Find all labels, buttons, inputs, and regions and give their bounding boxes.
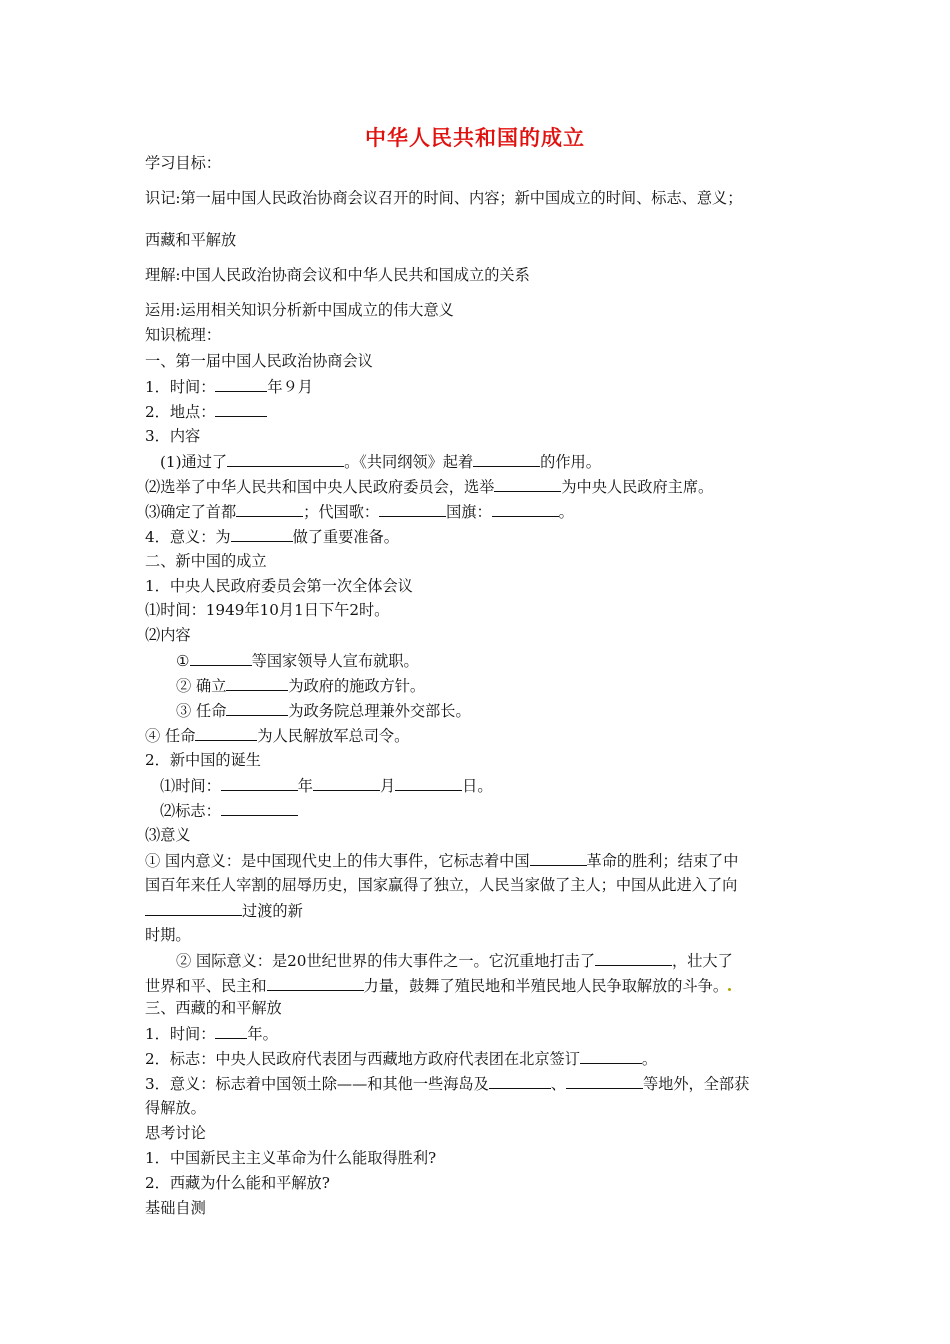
blank [580,1048,642,1064]
blank [145,900,242,916]
s3-meaning-2: 得解放。 [145,1099,206,1117]
review-heading: 知识梳理： [145,326,221,344]
blank [489,1073,551,1089]
blank [221,800,298,816]
mark-dot [728,988,731,991]
s2-domestic-2: 国百年来任人宰割的屈辱历史，国家赢得了独立，人民当家做了主人；中国从此进入了向 [145,876,738,894]
blank [492,501,559,517]
blank [395,775,462,791]
objective-apply: 运用:运用相关知识分析新中国成立的伟大意义 [145,301,454,319]
blank [215,401,267,417]
blank [267,975,364,991]
s2-item-1: ① 等国家领导人宣布就职。 [176,652,419,670]
s2-birth-time: ⑴时间： 年 月 日。 [160,777,493,795]
blank [190,650,252,666]
objective-recall-continued: 西藏和平解放 [145,231,237,249]
s1-place: 2．地点： [145,401,267,422]
self-test-heading: 基础自测 [145,1199,206,1217]
blank [566,1073,643,1089]
blank [379,501,446,517]
s1-content: 3．内容 [145,427,201,445]
s2-birth-meaning: ⑶意义 [145,826,191,844]
s2-meeting: 1．中央人民政府委员会第一次全体会议 [145,577,413,595]
blank [226,700,288,716]
blank [227,451,344,467]
blank [221,775,298,791]
blank [595,950,672,966]
s2-time: ⑴时间：1949年10月1日下午2时。 [145,601,390,619]
blank [215,376,267,392]
s1-content-1: (1)通过了 。《共同纲领》起着 的作用。 [160,453,601,471]
s3-meaning-1: 3．意义：标志着中国领土除——和其他一些海岛及 、 等地外，全部获 [145,1075,750,1093]
s3-time: 1．时间： 年。 [145,1025,278,1043]
objectives-heading: 学习目标： [145,154,221,172]
blank [494,476,561,492]
blank [226,675,288,691]
s3-sign: 2．标志：中央人民政府代表团与西藏地方政府代表团在北京签订 。 [145,1050,658,1068]
s2-item-3: ③ 任命 为政务院总理兼外交部长。 [176,702,471,720]
discussion-heading: 思考讨论 [145,1124,206,1142]
s2-international-2: 世界和平、民主和 力量，鼓舞了殖民地和半殖民地人民争取解放的斗争。 [145,975,731,996]
s1-meaning: 4．意义：为 做了重要准备。 [145,528,399,546]
s2-birth-sign: ⑵标志： [160,800,298,821]
s1-time: 1．时间： 年９月 [145,378,313,396]
section-2-heading: 二、新中国的成立 [145,552,267,570]
s1-content-3: ⑶确定了首都 ；代国歌： 国旗： 。 [145,503,574,521]
discussion-q2: 2．西藏为什么能和平解放? [145,1174,330,1192]
section-1-heading: 一、第一届中国人民政治协商会议 [145,352,373,370]
s2-item-2: ② 确立 为政府的施政方针。 [176,677,426,695]
objective-recall: 识记:第一届中国人民政治协商会议召开的时间、内容；新中国成立的时间、标志、意义； [145,189,743,207]
s2-item-4: ④ 任命 为人民解放军总司令。 [145,727,410,745]
discussion-q1: 1．中国新民主主义革命为什么能取得胜利? [145,1149,437,1167]
s2-domestic-1: ① 国内意义：是中国现代史上的伟大事件，它标志着中国 革命的胜利；结束了中 [145,852,739,870]
section-3-heading: 三、西藏的和平解放 [145,999,282,1017]
blank [236,501,303,517]
s2-content: ⑵内容 [145,626,191,644]
s2-birth: 2．新中国的诞生 [145,751,261,769]
blank [231,526,293,542]
s2-domestic-3: 过渡的新 [145,900,303,921]
blank [313,775,380,791]
document-title: 中华人民共和国的成立 [365,126,585,150]
objective-understand: 理解:中国人民政治协商会议和中华人民共和国成立的关系 [145,266,530,284]
blank [473,451,540,467]
s2-international-1: ② 国际意义：是20世纪世界的伟大事件之一。它沉重地打击了 ，壮大了 [176,952,733,970]
blank [195,725,257,741]
s2-domestic-4: 时期。 [145,926,191,944]
blank [530,850,587,866]
blank [215,1023,247,1039]
s1-content-2: ⑵选举了中华人民共和国中央人民政府委员会，选举 为中央人民政府主席。 [145,478,714,496]
